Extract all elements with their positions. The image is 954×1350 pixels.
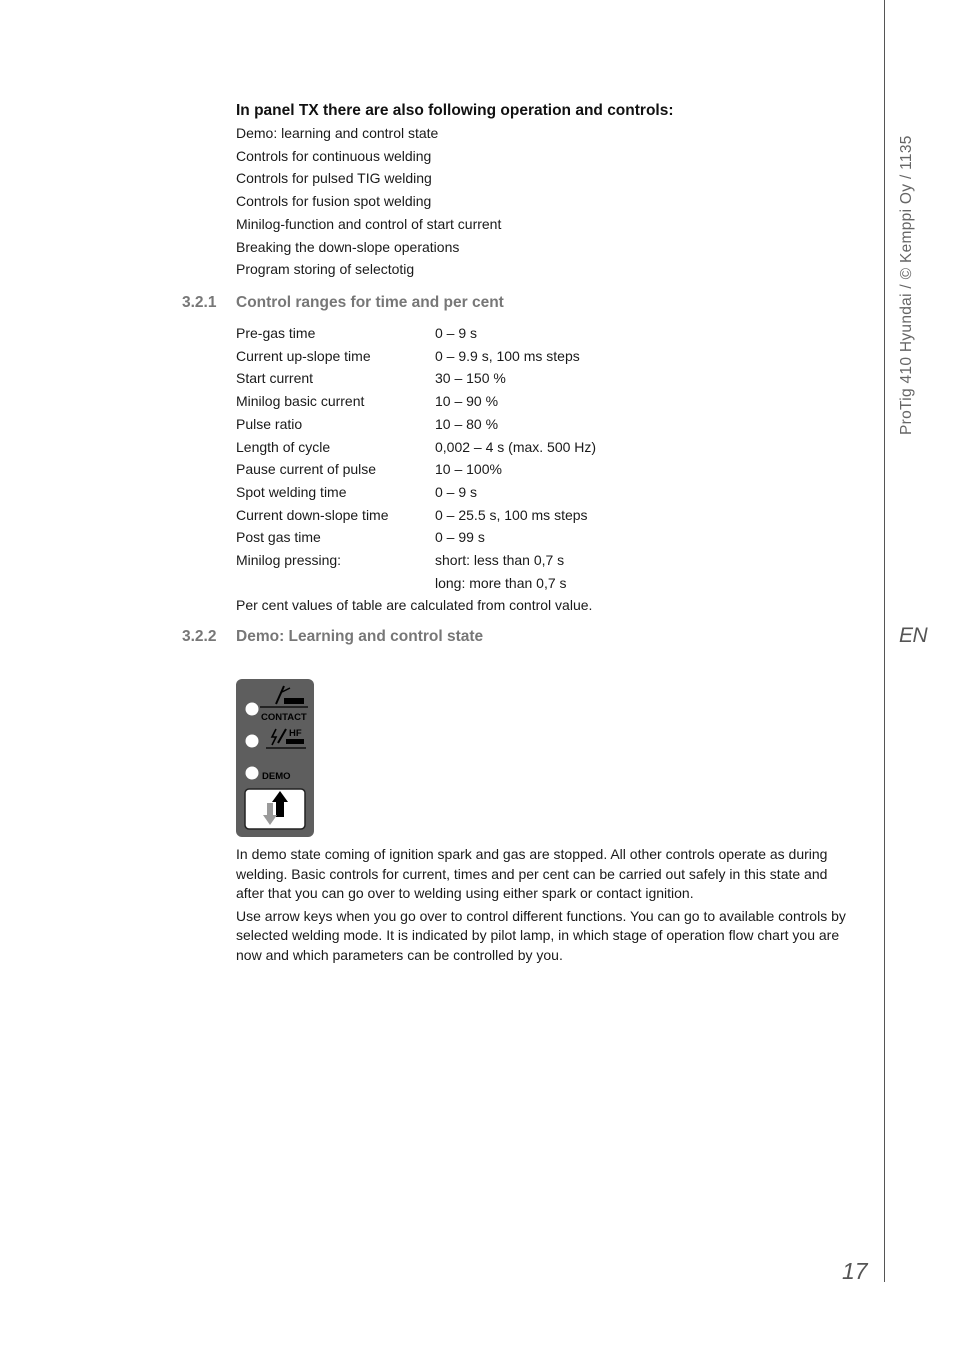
control-ranges-table	[236, 322, 856, 617]
range-label: Spot welding time	[236, 483, 347, 500]
range-value: 0 – 9 s	[435, 483, 478, 500]
hf-pilot-lamp	[246, 735, 259, 748]
panel-illustration	[236, 679, 314, 837]
table-row	[236, 345, 856, 368]
contact-label: CONTACT	[261, 712, 307, 723]
range-label	[236, 572, 435, 595]
intro-list	[236, 122, 856, 281]
range-value: 0,002 – 4 s (max. 500 Hz)	[435, 438, 597, 455]
section-title: Demo: Learning and control state	[236, 628, 484, 645]
range-label: Minilog basic current	[236, 393, 365, 410]
range-value: short: less than 0,7 s	[435, 552, 565, 569]
section-number: 3.2.1	[182, 294, 217, 311]
ranges-note: Per cent values of table are calculated from control value.	[236, 597, 593, 614]
range-value: 0 – 9 s	[435, 325, 478, 341]
table-row	[236, 549, 856, 572]
section-number: 3.2.2	[182, 628, 217, 645]
page-number: 17	[842, 1258, 868, 1284]
range-value: long: more than 0,7 s	[435, 574, 567, 591]
intro-heading: In panel TX there are also following operation and controls:	[236, 102, 674, 119]
demo-label: DEMO	[262, 771, 291, 782]
demo-pilot-lamp	[246, 767, 259, 780]
mode-select-button[interactable]	[245, 789, 305, 829]
intro-item: Controls for pulsed TIG welding	[236, 170, 432, 187]
range-value: 0 – 99 s	[435, 529, 485, 546]
table-row	[236, 322, 856, 345]
table-row	[236, 413, 856, 436]
table-row	[236, 436, 856, 459]
table-row	[236, 458, 856, 481]
table-row	[236, 572, 856, 595]
intro-item: Demo: learning and control state	[236, 125, 439, 141]
language-tag: EN	[899, 624, 928, 647]
table-row	[236, 504, 856, 527]
range-value: 10 – 100%	[435, 461, 502, 478]
table-row	[236, 367, 856, 390]
range-label: Minilog pressing:	[236, 552, 342, 569]
demo-paragraph: Use arrow keys when you go over to control different functions. You can go to available controls by selected welding mode. It is indicated by pilot lamp, in which stage of operation flow chart you are now and which parameters can be controlled by you.	[236, 907, 846, 963]
section-title: Control ranges for time and per cent	[236, 294, 504, 311]
table-row	[236, 526, 856, 549]
intro-item: Program storing of selectotig	[236, 261, 415, 278]
side-divider	[884, 0, 885, 1282]
range-label: Pulse ratio	[236, 415, 303, 432]
range-label: Post gas time	[236, 529, 321, 546]
range-label: Start current	[236, 370, 314, 387]
intro-item: Controls for fusion spot welding	[236, 193, 432, 210]
range-value: 10 – 90 %	[435, 393, 499, 410]
demo-paragraph: In demo state coming of ignition spark and gas are stopped. All other controls operate as during welding. Basic controls for current, times and per cent can be carried out safely in this state and after that you can go over to welding using either spark or contact ignition.	[236, 846, 828, 901]
intro-item: Controls for continuous welding	[236, 147, 432, 164]
range-label: Pre-gas time	[236, 325, 316, 341]
side-running-title: ProTig 410 Hyundai / © Kemppi Oy / 1135	[898, 135, 915, 435]
range-label: Current down-slope time	[236, 506, 389, 523]
contact-pilot-lamp	[246, 703, 259, 716]
range-value: 10 – 80 %	[435, 415, 499, 432]
hf-label: HF	[289, 728, 302, 739]
range-value: 0 – 25.5 s, 100 ms steps	[435, 506, 588, 523]
table-row	[236, 390, 856, 413]
demo-control-panel	[236, 679, 314, 837]
intro-item: Minilog-function and control of start current	[236, 215, 502, 232]
range-value: 30 – 150 %	[435, 370, 506, 387]
intro-block	[236, 100, 856, 281]
range-label: Length of cycle	[236, 438, 331, 455]
intro-item: Breaking the down-slope operations	[236, 238, 460, 255]
table-row	[236, 481, 856, 504]
range-value: 0 – 9.9 s, 100 ms steps	[435, 347, 580, 364]
range-label: Current up-slope time	[236, 347, 371, 364]
demo-description	[236, 845, 856, 968]
range-label: Pause current of pulse	[236, 461, 377, 478]
